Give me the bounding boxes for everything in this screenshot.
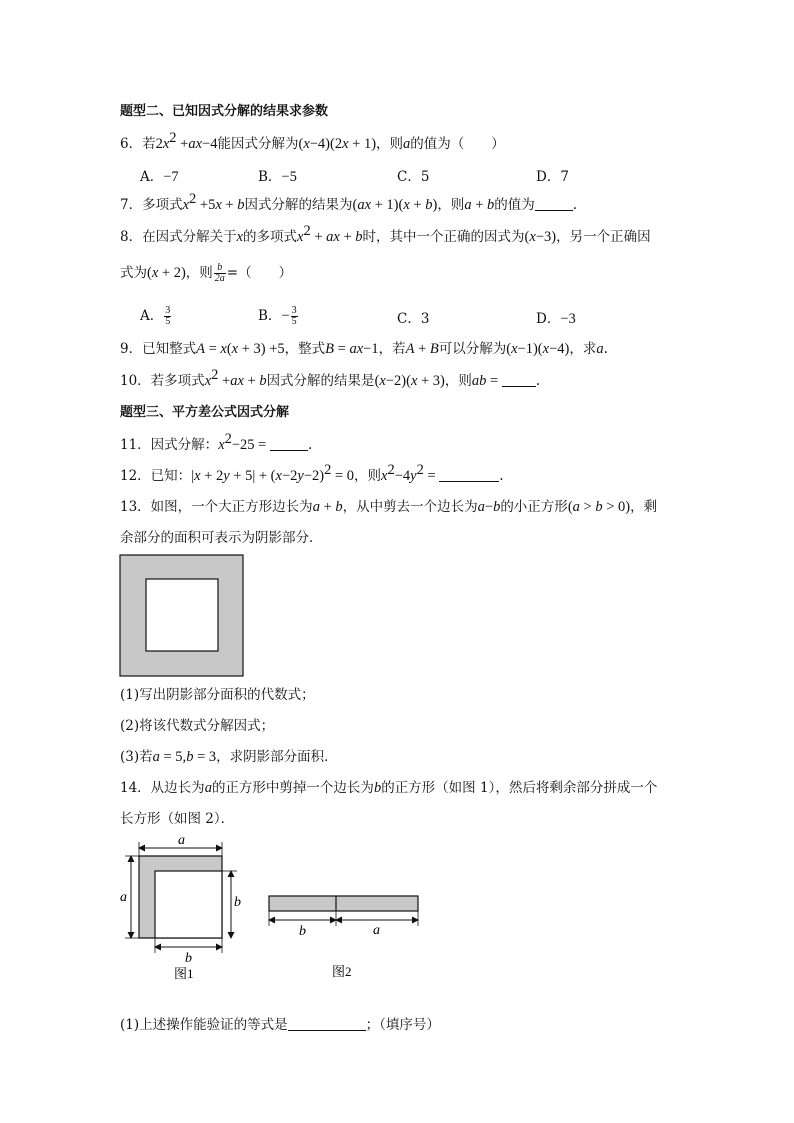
answer-blank[interactable] — [502, 374, 536, 387]
q8-option-b: B．− $\frac{3}{5}$ — [258, 305, 297, 327]
inner-square-b — [155, 871, 222, 938]
q8-option-d: D．−3 — [536, 311, 576, 327]
long-rectangle — [269, 896, 418, 911]
question-7: 7．多项式$x^2 +5x + b$因式分解的结果为(ax + 1)(x + b)，则a + b的值为 . — [120, 191, 578, 213]
q6-option-c: C．5 — [397, 169, 430, 185]
question-11: 11．因式分解：$x^2-25$ = . — [120, 431, 313, 453]
figure-1-caption: 图1 — [174, 966, 194, 980]
dim-bottom-label: b — [185, 951, 192, 966]
section-title-3: 题型三、平方差公式因式分解 — [120, 405, 290, 420]
dim-a-label: a — [373, 923, 380, 938]
figure-1 — [115, 832, 255, 980]
q6-option-a: A．−7 — [140, 169, 179, 185]
dim-right-label: b — [234, 895, 241, 910]
question-8-line-2: 式为(x + 2)，则 $\frac{b}{2a}$ =（ ） — [120, 262, 293, 284]
section-title-2: 题型二、已知因式分解的结果求参数 — [120, 104, 329, 119]
answer-blank[interactable] — [270, 438, 308, 451]
q6-option-d: D．7 — [536, 169, 569, 185]
inner-square — [146, 579, 218, 651]
question-8: 8．在因式分解关于x的多项式$x^2$ + ax + b时，其中一个正确的因式为(x−3)，另一个正确因 — [120, 223, 651, 245]
question-13: 13．如图，一个大正方形边长为a + b，从中剪去一个边长为a−b的小正方形(a > b > 0)，剩 — [120, 499, 658, 515]
dim-b-label: b — [299, 924, 306, 939]
q8-option-c: C．3 — [397, 311, 430, 327]
q13-sub-2: (2)将该代数式分解因式； — [120, 718, 275, 734]
q13-square-figure — [119, 554, 245, 678]
figure-2-caption: 图2 — [332, 964, 352, 979]
q13-sub-1: (1)写出阴影部分面积的代数式； — [120, 687, 315, 703]
question-12: 12．已知：$|x + 2y + 5| + (x-2y-2)^2 = 0$，则$x^2-4y^2$ = . — [120, 462, 504, 484]
question-10: 10．若多项式$x^2 +ax + b$因式分解的结果是(x−2)(x + 3)，则ab = . — [120, 367, 541, 389]
answer-blank[interactable] — [535, 198, 573, 211]
question-14-line-2: 长方形（如图 2）． — [120, 811, 235, 827]
question-14: 14．从边长为a的正方形中剪掉一个边长为b的正方形（如图 1），然后将剩余部分拼成一个 — [120, 780, 658, 796]
answer-blank[interactable] — [288, 1018, 366, 1031]
dim-left-label: a — [120, 890, 127, 905]
fraction-b-over-2a: $\frac{b}{2a}$ — [214, 262, 225, 284]
question-13-line-2: 余部分的面积可表示为阴影部分． — [120, 530, 323, 546]
answer-blank[interactable] — [439, 469, 499, 482]
q14-sub-1: (1)上述操作能验证的等式是 ；（填序号） — [120, 1017, 440, 1033]
question-9: 9．已知整式A = x(x + 3) +5，整式B = ax−1，若A + B可以分解为(x−1)(x−4)，求a. — [120, 341, 608, 357]
dim-top-label: a — [178, 833, 185, 848]
figure-2 — [262, 885, 426, 980]
q6-option-b: B．−5 — [258, 169, 297, 185]
question-6: 6．若$2x^2 +ax-4$能因式分解为(x−4)(2x + 1)，则a的值为（ ） — [120, 130, 505, 152]
q13-sub-3: (3)若a = 5,b = 3，求阴影部分面积． — [120, 749, 338, 765]
q8-option-a: A． $\frac{3}{5}$ — [140, 305, 171, 327]
